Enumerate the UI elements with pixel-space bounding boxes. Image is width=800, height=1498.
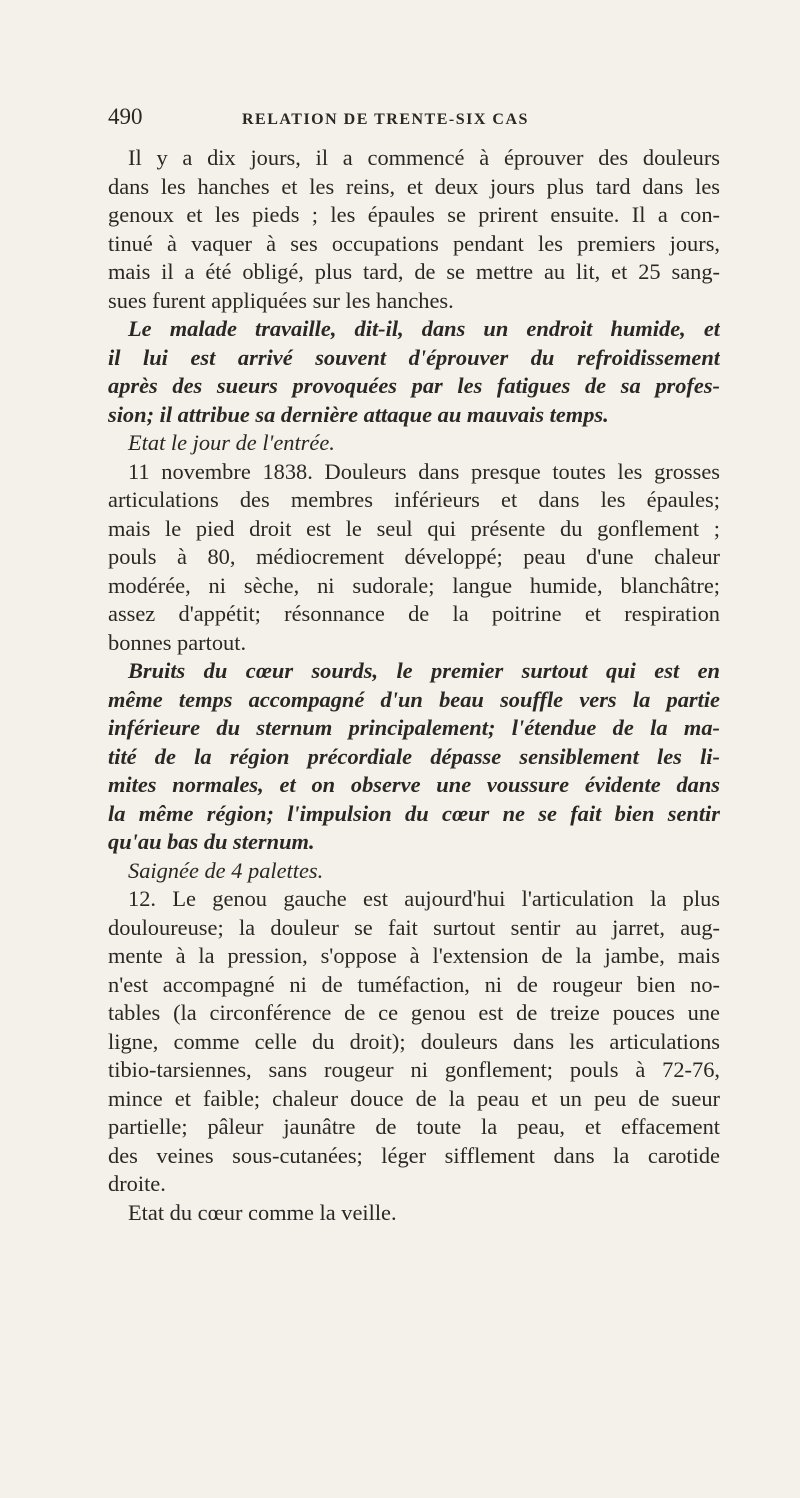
page-number: 490	[108, 104, 143, 129]
page-body-text	[108, 144, 720, 1227]
text-line: qu'au bas du sternum.	[108, 829, 315, 854]
text-line: Le malade travaille, dit-il, dans un endroit humide, et	[128, 316, 720, 341]
paragraph	[108, 1199, 720, 1228]
text-line: après des sueurs provoquées par les fatigues de sa profes-	[108, 373, 720, 398]
text-line: dans les hanches et les reins, et deux jours plus tard dans les	[108, 173, 720, 199]
text-line: genoux et les pieds ; les épaules se prirent ensuite. Il a con-	[108, 202, 720, 227]
paragraph	[108, 144, 720, 315]
paragraph	[108, 657, 720, 857]
text-line: des veines sous-cutanées; léger sifflement dans la carotide	[108, 1142, 720, 1168]
book-page	[108, 104, 720, 1227]
text-line: mites normales, et on observe une voussure évidente dans	[108, 772, 720, 797]
text-line: bonnes partout.	[108, 629, 247, 655]
text-line: Il y a dix jours, il a commencé à éprouver des douleurs	[128, 145, 720, 170]
text-line: pouls à 80, médiocrement développé; peau d'une chaleur	[108, 544, 720, 569]
paragraph	[108, 857, 720, 886]
text-line: douloureuse; la douleur se fait surtout sentir au jarret, aug-	[108, 914, 720, 940]
text-line: même temps accompagné d'un beau souffle vers la partie	[108, 686, 720, 712]
text-line: inférieure du sternum principalement; l'étendue de la ma-	[108, 715, 720, 740]
paragraph	[108, 315, 720, 429]
running-title: RELATION DE TRENTE-SIX CAS	[242, 111, 529, 128]
text-line: mente à la pression, s'oppose à l'extension de la jambe, mais	[108, 943, 720, 968]
text-line: mais le pied droit est le seul qui présente du gonflement ;	[108, 515, 720, 541]
text-line: n'est accompagné ni de tuméfaction, ni de rougeur bien no-	[108, 971, 720, 997]
text-line: modérée, ni sèche, ni sudorale; langue humide, blanchâtre;	[108, 572, 720, 598]
text-line: articulations des membres inférieurs et dans les épaules;	[108, 487, 720, 512]
text-line: sion; il attribue sa dernière attaque au mauvais temps.	[108, 401, 609, 427]
text-line: 12. Le genou gauche est aujourd'hui l'articulation la plus	[128, 886, 720, 911]
text-line: tinué à vaquer à ses occupations pendant les premiers jours,	[108, 230, 720, 256]
text-line: il lui est arrivé souvent d'éprouver du refroidissement	[108, 344, 720, 370]
text-line: tité de la région précordiale dépasse sensiblement les li-	[108, 743, 720, 769]
text-line: Saignée de 4 palettes.	[128, 857, 324, 883]
text-line: assez d'appétit; résonnance de la poitrine et respiration	[108, 601, 720, 626]
text-line: partielle; pâleur jaunâtre de toute la peau, et effacement	[108, 1114, 720, 1139]
text-line: Etat le jour de l'entrée.	[128, 430, 335, 455]
text-line: droite.	[108, 1171, 166, 1196]
text-line: ligne, comme celle du droit); douleurs dans les articulations	[108, 1028, 720, 1054]
paragraph	[108, 885, 720, 1199]
paragraph	[108, 429, 720, 458]
text-line: Bruits du cœur sourds, le premier surtout qui est en	[128, 658, 720, 683]
text-line: mince et faible; chaleur douce de la peau et un peu de sueur	[108, 1085, 720, 1111]
text-line: 11 novembre 1838. Douleurs dans presque toutes les grosses	[128, 458, 720, 484]
text-line: la même région; l'impulsion du cœur ne se fait bien sentir	[108, 800, 720, 826]
text-line: tibio-tarsiennes, sans rougeur ni gonflement; pouls à 72-76,	[108, 1057, 720, 1082]
page-header	[108, 104, 720, 144]
text-line: sues furent appliquées sur les hanches.	[108, 287, 454, 313]
paragraph	[108, 458, 720, 658]
text-line: mais il a été obligé, plus tard, de se mettre au lit, et 25 sang-	[108, 259, 720, 284]
text-line: Etat du cœur comme la veille.	[128, 1199, 397, 1225]
text-line: tables (la circonférence de ce genou est de treize pouces une	[108, 1000, 720, 1025]
